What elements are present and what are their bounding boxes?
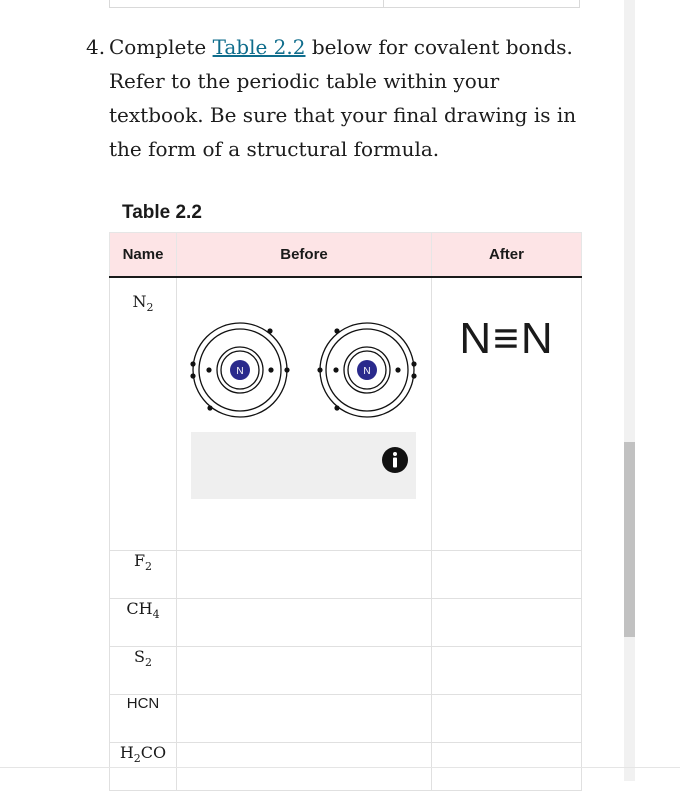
previous-table-bottom — [109, 0, 580, 8]
row-name-n2: $N_2$ — [110, 277, 177, 551]
row-before-n2 — [177, 277, 432, 551]
row-name-s2: $S_2$ — [110, 647, 177, 695]
image-description-box — [191, 432, 416, 499]
row-after-s2[interactable] — [432, 647, 582, 695]
table-2-2-link[interactable]: Table 2.2 — [212, 35, 306, 59]
nucleus-label: N — [236, 366, 244, 377]
row-before-ch4[interactable] — [177, 599, 432, 647]
row-after-hcn[interactable] — [432, 695, 582, 743]
header-before: Before — [177, 233, 432, 278]
table-row — [110, 695, 582, 743]
nucleus-label: N — [363, 366, 371, 377]
table-row — [110, 599, 582, 647]
table-header-row — [110, 233, 582, 278]
row-before-hcn[interactable] — [177, 695, 432, 743]
divider — [0, 767, 680, 768]
scrollbar-track[interactable] — [624, 0, 635, 781]
row-after-n2 — [432, 277, 582, 551]
covalent-bonds-table — [109, 232, 582, 791]
row-after-ch4[interactable] — [432, 599, 582, 647]
info-icon[interactable] — [381, 446, 409, 474]
question-4 — [86, 30, 586, 166]
nitrogen-atom-left — [190, 323, 289, 417]
nitrogen-atom-right — [317, 323, 416, 417]
table-row — [110, 551, 582, 599]
table-row — [110, 277, 582, 551]
table-caption: Table 2.2 — [122, 202, 202, 223]
question-number: 4. — [86, 35, 106, 59]
row-name-f2: $F_2$ — [110, 551, 177, 599]
row-before-f2[interactable] — [177, 551, 432, 599]
row-name-h2co: $H_2CO$ — [110, 743, 177, 791]
row-name-ch4: $CH_4$ — [110, 599, 177, 647]
row-name-hcn: HCN — [110, 695, 177, 743]
row-after-f2[interactable] — [432, 551, 582, 599]
header-after: After — [432, 233, 582, 278]
question-text: Complete Table 2.2 below for covalent bonds. Refer to the periodic table within your textbook. Be sure that your final drawing is in the form of a structural formula. — [109, 35, 577, 161]
structural-formula-n2: N≡N — [459, 314, 555, 363]
header-name: Name — [110, 233, 177, 278]
table-row — [110, 647, 582, 695]
scrollbar-thumb[interactable] — [624, 442, 635, 637]
row-before-s2[interactable] — [177, 647, 432, 695]
